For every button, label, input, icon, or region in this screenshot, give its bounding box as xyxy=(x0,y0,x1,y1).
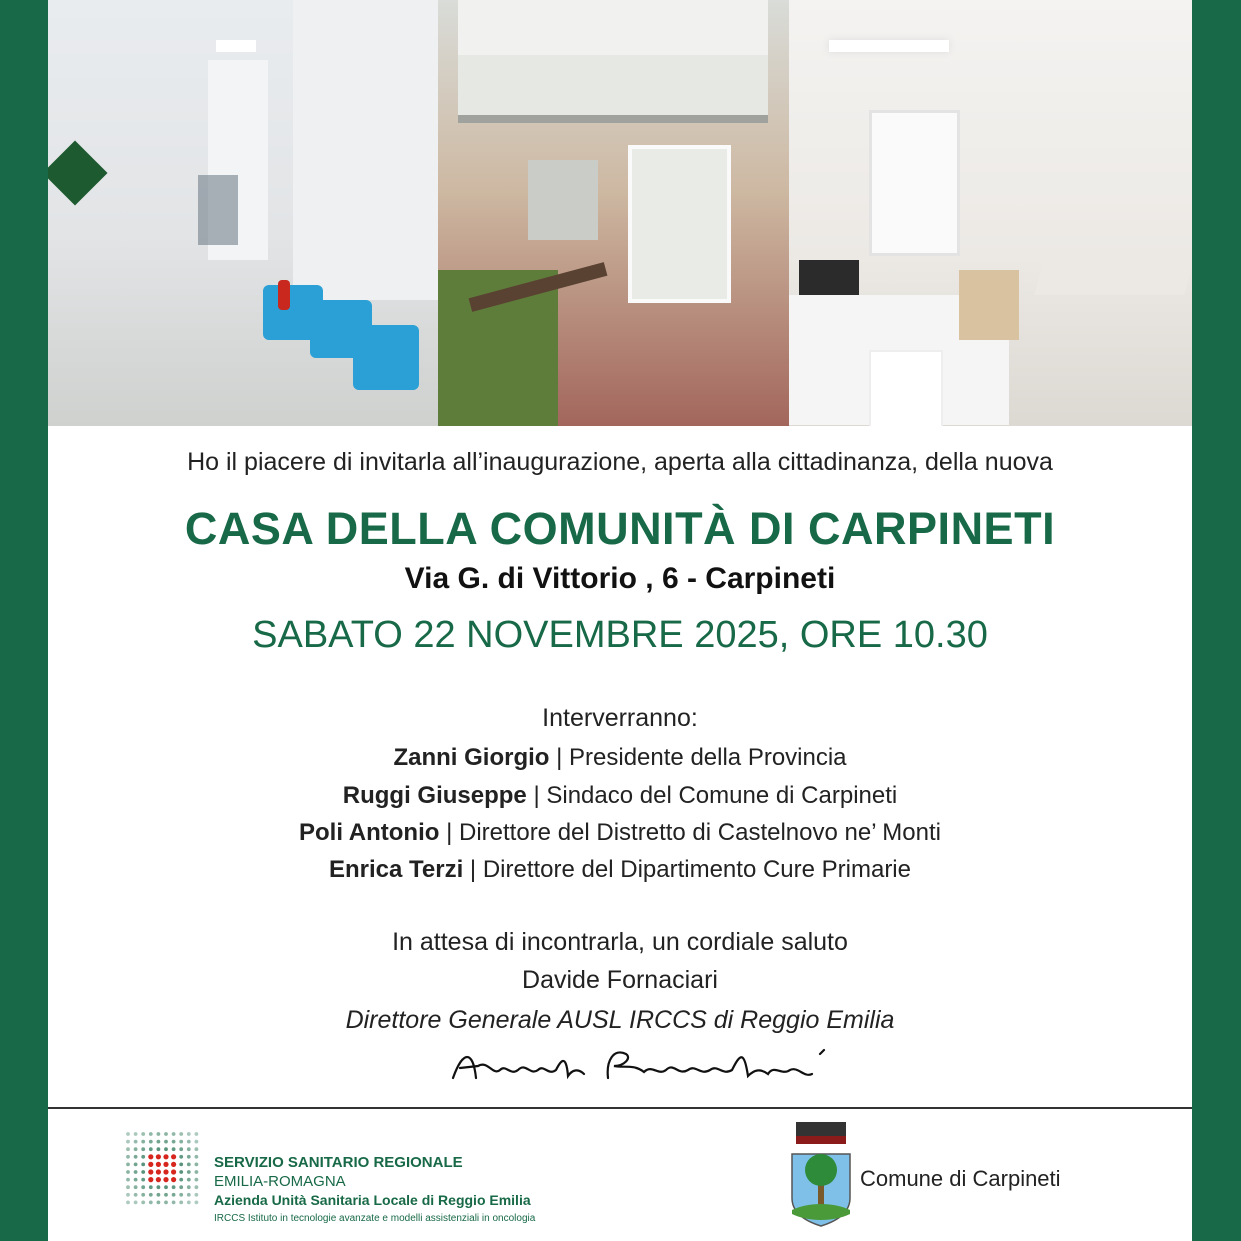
speaker-role: Presidente della Provincia xyxy=(569,744,847,771)
speaker-row xyxy=(48,819,1192,847)
speaker-name: Zanni Giorgio xyxy=(393,744,550,771)
office-photo xyxy=(789,0,1192,426)
speaker-role: Sindaco del Comune di Carpineti xyxy=(546,782,898,809)
comune-name: Comune di Carpineti xyxy=(860,1166,1061,1191)
ssr-name: SERVIZIO SANITARIO REGIONALE xyxy=(214,1154,463,1171)
speaker-name: Poli Antonio xyxy=(299,819,440,846)
speaker-name: Ruggi Giuseppe xyxy=(342,782,527,809)
speaker-role: Direttore del Dipartimento Cure Primarie xyxy=(482,856,911,883)
comune-crest-icon xyxy=(788,1118,854,1228)
event-address: Via G. di Vittorio , 6 - Carpineti xyxy=(404,562,836,595)
ssr-ausl: Azienda Unità Sanitaria Locale di Reggio Emilia xyxy=(214,1192,531,1208)
signer-name: Davide Fornaciari xyxy=(522,966,718,994)
speakers-heading: Interverranno: xyxy=(542,704,698,732)
speaker-role: Direttore del Distretto di Castelnovo ne’ Monti xyxy=(459,819,941,846)
footer-divider xyxy=(48,1107,1192,1109)
speaker-separator: | xyxy=(549,744,570,771)
handwritten-signature xyxy=(448,1040,868,1090)
speaker-row xyxy=(48,782,1192,810)
speaker-name: Enrica Terzi xyxy=(328,856,464,883)
corridor-photo xyxy=(48,0,438,426)
speaker-row xyxy=(48,744,1192,772)
entrance-photo xyxy=(438,0,789,426)
event-title: CASA DELLA COMUNITÀ DI CARPINETI xyxy=(184,503,1056,554)
photo-strip xyxy=(48,0,1192,426)
speaker-separator: | xyxy=(439,819,459,846)
speaker-row xyxy=(48,856,1192,884)
speaker-separator: | xyxy=(526,782,547,809)
speaker-separator: | xyxy=(463,856,483,883)
event-date: SABATO 22 NOVEMBRE 2025, ORE 10.30 xyxy=(252,614,988,656)
intro-text: Ho il piacere di invitarla all’inaugurazione, aperta alla cittadinanza, della nuova xyxy=(187,448,1053,476)
ssr-region: EMILIA-ROMAGNA xyxy=(214,1173,346,1190)
invitation-card xyxy=(48,0,1192,1241)
ssr-irccs: IRCCS Istituto in tecnologie avanzate e modelli assistenziali in oncologia xyxy=(214,1213,536,1224)
ssr-logo-block xyxy=(124,1130,624,1230)
closing-greeting: In attesa di incontrarla, un cordiale saluto xyxy=(392,928,848,956)
signer-role: Direttore Generale AUSL IRCCS di Reggio Emilia xyxy=(345,1006,895,1034)
ssr-logo-icon xyxy=(124,1130,202,1208)
